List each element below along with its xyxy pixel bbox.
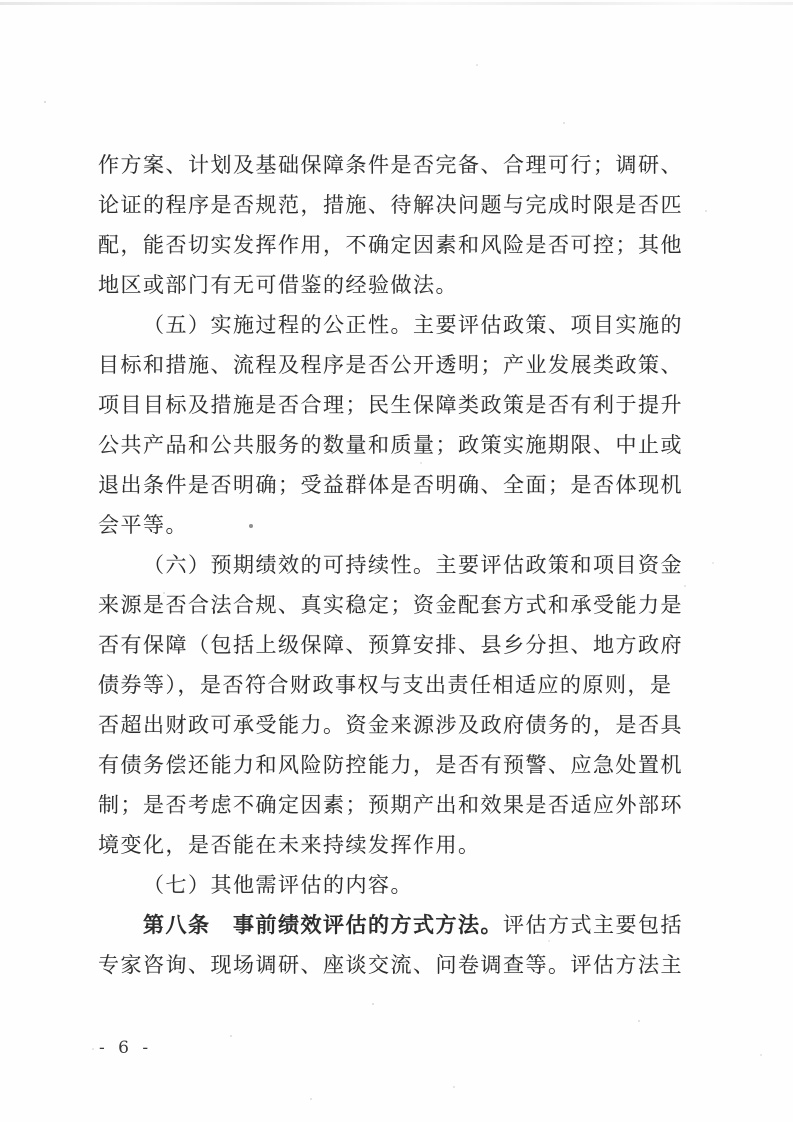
- body-line: 会平等。: [98, 513, 188, 537]
- body-line: 项目目标及措施是否合理；民生保障类政策是否有利于提升: [98, 393, 683, 417]
- body-line: 制；是否考虑不确定因素；预期产出和效果是否适应外部环: [98, 793, 683, 817]
- body-line: 地区或部门有无可借鉴的经验做法。: [98, 273, 458, 297]
- body-line: 有债务偿还能力和风险防控能力，是否有预警、应急处置机: [98, 753, 683, 777]
- body-line: 债券等），是否符合财政事权与支出责任相适应的原则，是: [98, 673, 673, 697]
- scan-noise: [0, 0, 2, 2]
- body-line: 配，能否切实发挥作用，不确定因素和风险是否可控；其他: [98, 233, 683, 257]
- document-body: [98, 145, 688, 985]
- body-line: 退出条件是否明确；受益群体是否明确、全面；是否体现机: [98, 473, 683, 497]
- body-line: 目标和措施、流程及程序是否公开透明；产业发展类政策、: [98, 353, 683, 377]
- scan-edge-artifact: [0, 2, 793, 5]
- body-line: 公共产品和公共服务的数量和质量；政策实施期限、中止或: [98, 433, 683, 457]
- body-line: 作方案、计划及基础保障条件是否完备、合理可行；调研、: [98, 153, 683, 177]
- body-line-item-6: （六）预期绩效的可持续性。主要评估政策和项目资金: [143, 553, 683, 577]
- body-line: 否有保障（包括上级保障、预算安排、县乡分担、地方政府: [98, 633, 683, 657]
- body-line-article-8: [98, 905, 688, 945]
- body-line-item-5: （五）实施过程的公正性。主要评估政策、项目实施的: [143, 313, 683, 337]
- body-line: 境变化，是否能在未来持续发挥作用。: [98, 833, 481, 857]
- article-8-body-start: 评估方式主要包括: [503, 913, 683, 937]
- body-line: 来源是否合法合规、真实稳定；资金配套方式和承受能力是: [98, 593, 683, 617]
- body-line: 否超出财政可承受能力。资金来源涉及政府债务的，是否具: [98, 713, 683, 737]
- article-8-heading: 第八条 事前绩效评估的方式方法。: [143, 912, 503, 937]
- page-number: - 6 -: [99, 1038, 153, 1058]
- body-line-item-7: （七）其他需评估的内容。: [143, 873, 413, 897]
- body-line: 论证的程序是否规范，措施、待解决问题与完成时限是否匹: [98, 193, 683, 217]
- body-line: 专家咨询、现场调研、座谈交流、问卷调查等。评估方法主: [98, 953, 683, 977]
